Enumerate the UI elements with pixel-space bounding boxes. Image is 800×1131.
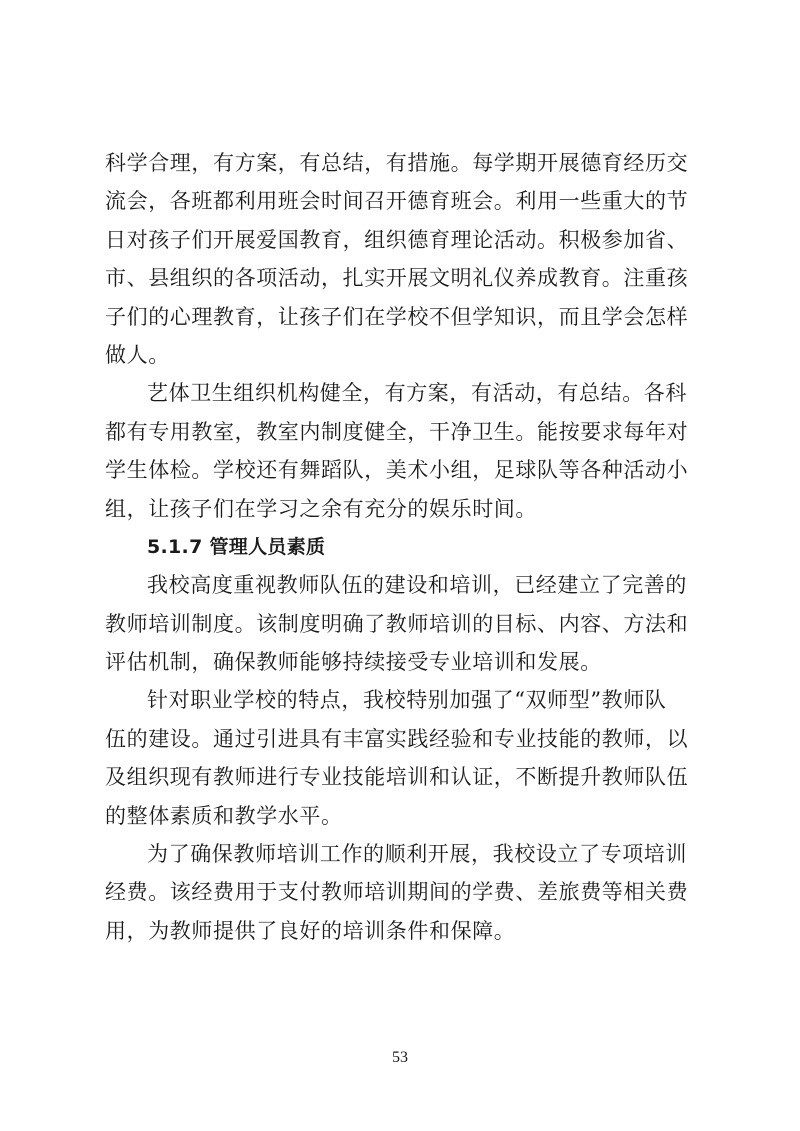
text-line: 用，为教师提供了良好的培训条件和保障。	[105, 918, 516, 943]
text-line: 学生体检。学校还有舞蹈队，美术小组，足球队等各种活动小	[105, 458, 689, 483]
paragraph-teacher-training	[105, 566, 705, 681]
text-line: 流会，各班都利用班会时间召开德育班会。利用一些重大的节	[105, 189, 689, 214]
text-line: 针对职业学校的特点，我校特别加强了“双师型”教师队	[147, 688, 667, 713]
text-line: 评估机制，确保教师能够持续接受专业培训和发展。	[105, 650, 602, 675]
text-line: 艺体卫生组织机构健全，有方案，有活动，有总结。各科	[147, 381, 687, 406]
page-number: 53	[392, 1049, 408, 1066]
text-line: 经费。该经费用于支付教师培训期间的学费、差旅费等相关费	[105, 880, 689, 905]
text-line: 及组织现有教师进行专业技能培训和认证，不断提升教师队伍	[105, 765, 689, 790]
section-heading	[105, 528, 705, 566]
text-line: 我校高度重视教师队伍的建设和培训，已经建立了完善的	[147, 573, 687, 598]
text-line: 组，让孩子们在学习之余有充分的娱乐时间。	[105, 496, 537, 521]
paragraph-moral-education	[105, 144, 705, 374]
text-line: 市、县组织的各项活动，扎实开展文明礼仪养成教育。注重孩	[105, 266, 689, 291]
text-line: 为了确保教师培训工作的顺利开展，我校设立了专项培训	[147, 842, 687, 867]
text-line: 科学合理，有方案，有总结，有措施。每学期开展德育经历交	[105, 151, 689, 175]
text-line: 日对孩子们开展爱国教育，组织德育理论活动。积极参加省、	[105, 227, 689, 252]
text-line: 都有专用教室，教室内制度健全，干净卫生。能按要求每年对	[105, 419, 689, 444]
text-line: 子们的心理教育，让孩子们在学校不但学知识，而且学会怎样	[105, 304, 689, 329]
paragraph-dual-qualified-teachers	[105, 681, 705, 835]
paragraph-training-funds	[105, 835, 705, 950]
text-line: 的整体素质和教学水平。	[105, 803, 343, 828]
page-body	[105, 144, 705, 950]
text-line: 教师培训制度。该制度明确了教师培训的目标、内容、方法和	[105, 611, 689, 636]
text-line: 伍的建设。通过引进具有丰富实践经验和专业技能的教师，以	[105, 726, 689, 751]
paragraph-arts-sports-health	[105, 374, 705, 528]
section-heading-text: 5.1.7 管理人员素质	[147, 535, 326, 558]
text-line: 做人。	[105, 342, 170, 367]
